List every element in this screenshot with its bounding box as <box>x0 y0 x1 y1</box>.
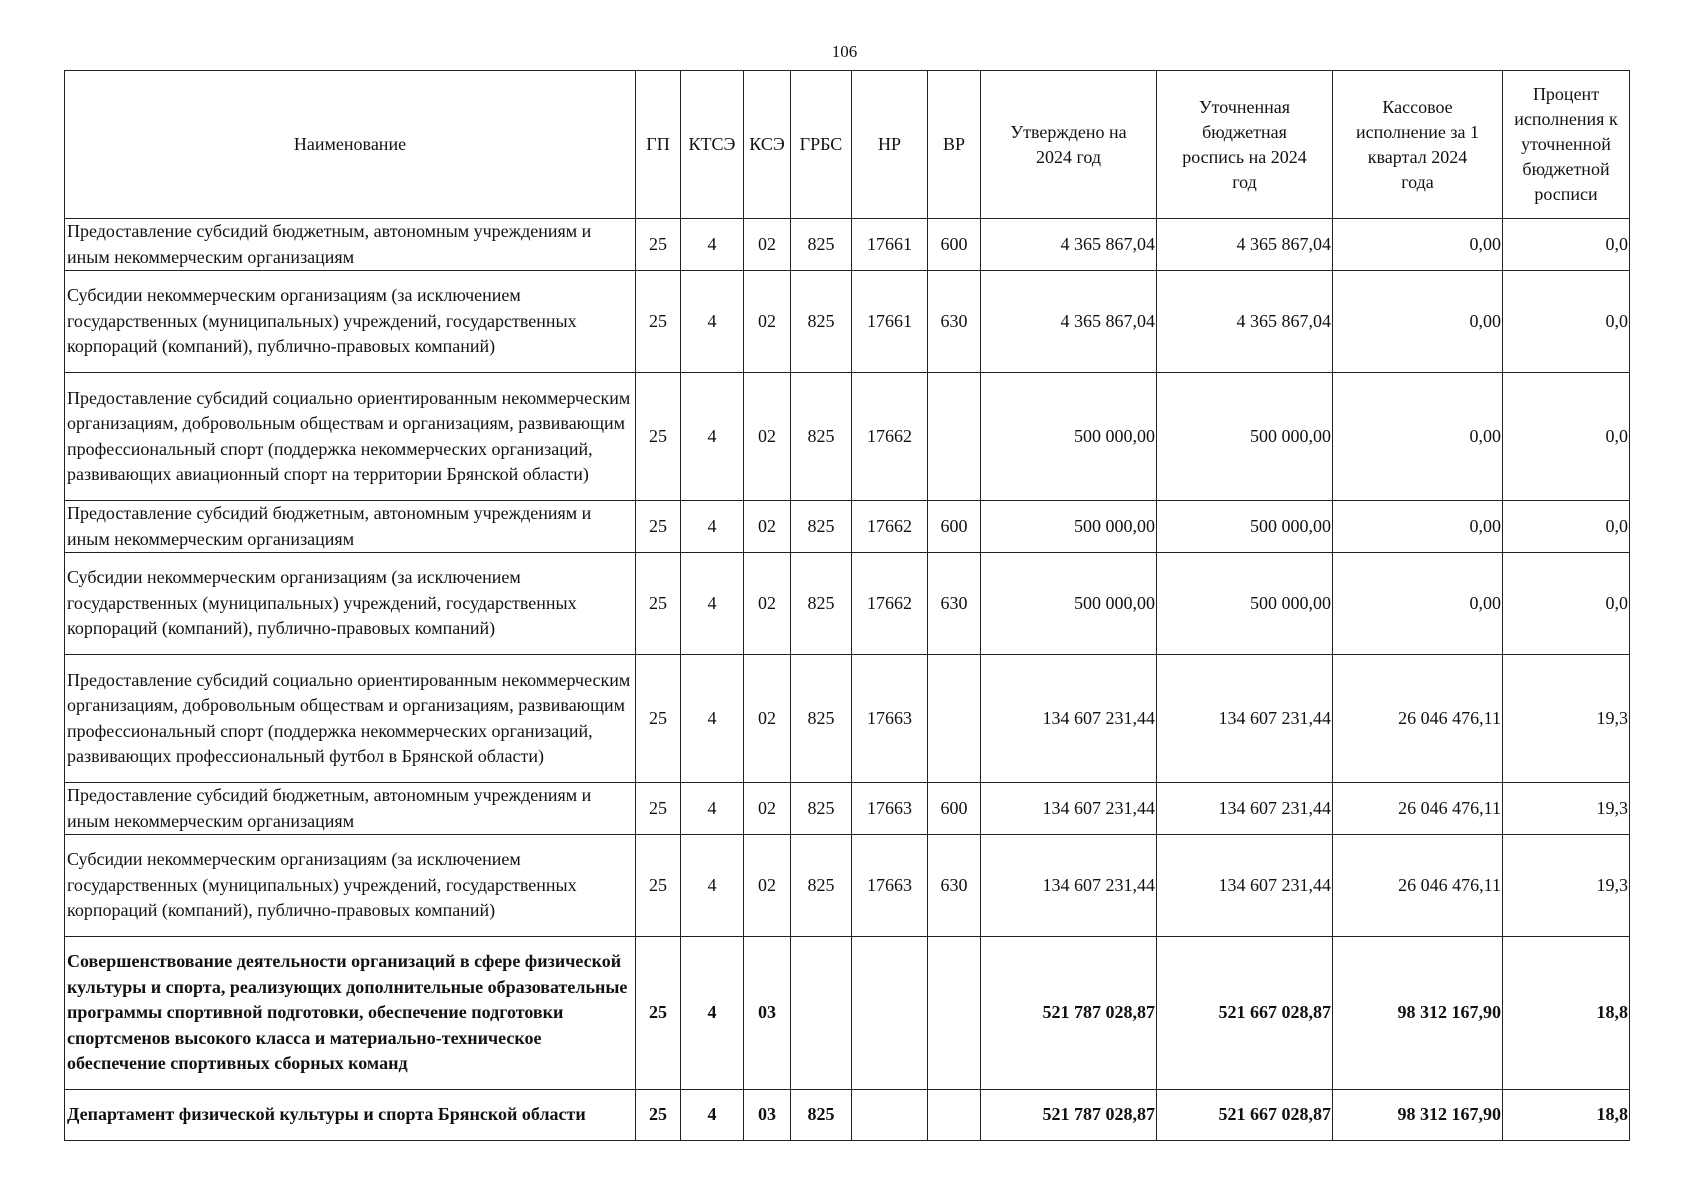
row-approved: 134 607 231,44 <box>981 835 1157 937</box>
row-refined: 521 667 028,87 <box>1157 1090 1333 1141</box>
row-name: Предоставление субсидий социально ориентированным некоммерческим организациям, добровольным обществам и организациям, развивающим профессиональный спорт (поддержка некоммерческих организаций, развивающих авиационный спорт на территории Брянской области) <box>65 373 636 501</box>
row-gp: 25 <box>636 937 681 1090</box>
row-ktse: 4 <box>681 783 744 835</box>
row-cash: 98 312 167,90 <box>1333 1090 1503 1141</box>
row-ktse: 4 <box>681 835 744 937</box>
row-vr: 630 <box>928 271 981 373</box>
row-percent: 18,8 <box>1503 1090 1630 1141</box>
row-cash: 0,00 <box>1333 553 1503 655</box>
row-name: Предоставление субсидий бюджетным, автономным учреждениям и иным некоммерческим организациям <box>65 783 636 835</box>
row-refined: 4 365 867,04 <box>1157 271 1333 373</box>
row-gp: 25 <box>636 271 681 373</box>
row-grbs: 825 <box>791 271 852 373</box>
header-grbs: ГРБС <box>791 71 852 219</box>
row-percent: 19,3 <box>1503 655 1630 783</box>
row-cash: 26 046 476,11 <box>1333 655 1503 783</box>
row-name: Предоставление субсидий социально ориентированным некоммерческим организациям, добровольным обществам и организациям, развивающим профессиональный спорт (поддержка некоммерческих организаций, развивающих профессиональный футбол в Брянской области) <box>65 655 636 783</box>
row-refined: 134 607 231,44 <box>1157 655 1333 783</box>
row-percent: 18,8 <box>1503 937 1630 1090</box>
row-grbs: 825 <box>791 219 852 271</box>
row-vr <box>928 373 981 501</box>
header-kse: КСЭ <box>744 71 791 219</box>
header-name: Наименование <box>65 71 636 219</box>
row-ktse: 4 <box>681 553 744 655</box>
header-ktse: КТСЭ <box>681 71 744 219</box>
row-refined: 500 000,00 <box>1157 553 1333 655</box>
row-refined: 134 607 231,44 <box>1157 783 1333 835</box>
row-vr <box>928 937 981 1090</box>
row-percent: 0,0 <box>1503 373 1630 501</box>
row-name: Предоставление субсидий бюджетным, автономным учреждениям и иным некоммерческим организациям <box>65 501 636 553</box>
row-ktse: 4 <box>681 937 744 1090</box>
row-nr <box>852 937 928 1090</box>
row-grbs <box>791 937 852 1090</box>
row-kse: 02 <box>744 271 791 373</box>
row-refined: 521 667 028,87 <box>1157 937 1333 1090</box>
row-cash: 0,00 <box>1333 271 1503 373</box>
row-gp: 25 <box>636 501 681 553</box>
header-nr: НР <box>852 71 928 219</box>
row-nr: 17661 <box>852 271 928 373</box>
row-ktse: 4 <box>681 271 744 373</box>
row-ktse: 4 <box>681 501 744 553</box>
budget-table <box>64 70 1630 1141</box>
row-vr <box>928 655 981 783</box>
row-approved: 134 607 231,44 <box>981 783 1157 835</box>
table-row <box>65 783 1630 835</box>
row-vr: 600 <box>928 501 981 553</box>
row-nr: 17662 <box>852 553 928 655</box>
row-ktse: 4 <box>681 655 744 783</box>
row-kse: 03 <box>744 1090 791 1141</box>
row-kse: 02 <box>744 783 791 835</box>
row-grbs: 825 <box>791 655 852 783</box>
row-cash: 0,00 <box>1333 501 1503 553</box>
table-row <box>65 373 1630 501</box>
row-grbs: 825 <box>791 835 852 937</box>
header-percent: Процент исполнения к уточненной бюджетной росписи <box>1503 71 1630 219</box>
row-grbs: 825 <box>791 373 852 501</box>
table-row <box>65 937 1630 1090</box>
row-kse: 02 <box>744 553 791 655</box>
row-gp: 25 <box>636 373 681 501</box>
table-row <box>65 835 1630 937</box>
table-row <box>65 271 1630 373</box>
header-approved: Утверждено на 2024 год <box>981 71 1157 219</box>
row-approved: 521 787 028,87 <box>981 937 1157 1090</box>
row-vr: 630 <box>928 553 981 655</box>
row-approved: 4 365 867,04 <box>981 219 1157 271</box>
row-grbs: 825 <box>791 553 852 655</box>
table-row <box>65 1090 1630 1141</box>
row-kse: 02 <box>744 373 791 501</box>
row-approved: 500 000,00 <box>981 553 1157 655</box>
header-gp: ГП <box>636 71 681 219</box>
row-name: Субсидии некоммерческим организациям (за исключением государственных (муниципальных) учреждений, государственных корпораций (компаний), публично-правовых компаний) <box>65 553 636 655</box>
row-nr <box>852 1090 928 1141</box>
row-name: Предоставление субсидий бюджетным, автономным учреждениям и иным некоммерческим организациям <box>65 219 636 271</box>
row-refined: 134 607 231,44 <box>1157 835 1333 937</box>
row-gp: 25 <box>636 783 681 835</box>
row-name: Департамент физической культуры и спорта Брянской области <box>65 1090 636 1141</box>
row-refined: 500 000,00 <box>1157 373 1333 501</box>
row-vr <box>928 1090 981 1141</box>
row-grbs: 825 <box>791 501 852 553</box>
row-percent: 0,0 <box>1503 219 1630 271</box>
row-vr: 630 <box>928 835 981 937</box>
row-cash: 26 046 476,11 <box>1333 835 1503 937</box>
row-name: Субсидии некоммерческим организациям (за исключением государственных (муниципальных) учреждений, государственных корпораций (компаний), публично-правовых компаний) <box>65 835 636 937</box>
row-kse: 02 <box>744 835 791 937</box>
table-row <box>65 655 1630 783</box>
row-kse: 02 <box>744 219 791 271</box>
row-percent: 19,3 <box>1503 783 1630 835</box>
row-grbs: 825 <box>791 1090 852 1141</box>
row-gp: 25 <box>636 1090 681 1141</box>
row-approved: 500 000,00 <box>981 501 1157 553</box>
row-cash: 0,00 <box>1333 373 1503 501</box>
row-cash: 0,00 <box>1333 219 1503 271</box>
row-kse: 02 <box>744 655 791 783</box>
row-approved: 134 607 231,44 <box>981 655 1157 783</box>
row-nr: 17661 <box>852 219 928 271</box>
header-refined: Уточненная бюджетная роспись на 2024 год <box>1157 71 1333 219</box>
table-row <box>65 219 1630 271</box>
row-percent: 0,0 <box>1503 501 1630 553</box>
header-vr: ВР <box>928 71 981 219</box>
row-ktse: 4 <box>681 373 744 501</box>
row-percent: 0,0 <box>1503 553 1630 655</box>
row-approved: 521 787 028,87 <box>981 1090 1157 1141</box>
page-number: 106 <box>831 42 858 61</box>
table-row <box>65 553 1630 655</box>
row-grbs: 825 <box>791 783 852 835</box>
row-nr: 17663 <box>852 783 928 835</box>
row-name: Субсидии некоммерческим организациям (за исключением государственных (муниципальных) учреждений, государственных корпораций (компаний), публично-правовых компаний) <box>65 271 636 373</box>
row-nr: 17662 <box>852 501 928 553</box>
row-nr: 17663 <box>852 655 928 783</box>
header-row <box>65 71 1630 219</box>
row-ktse: 4 <box>681 1090 744 1141</box>
row-gp: 25 <box>636 553 681 655</box>
row-approved: 4 365 867,04 <box>981 271 1157 373</box>
row-kse: 03 <box>744 937 791 1090</box>
row-refined: 4 365 867,04 <box>1157 219 1333 271</box>
row-cash: 98 312 167,90 <box>1333 937 1503 1090</box>
row-cash: 26 046 476,11 <box>1333 783 1503 835</box>
row-refined: 500 000,00 <box>1157 501 1333 553</box>
row-approved: 500 000,00 <box>981 373 1157 501</box>
row-vr: 600 <box>928 783 981 835</box>
row-vr: 600 <box>928 219 981 271</box>
header-cash: Кассовое исполнение за 1 квартал 2024 года <box>1333 71 1503 219</box>
row-name: Совершенствование деятельности организаций в сфере физической культуры и спорта, реализующих дополнительные образовательные программы спортивной подготовки, обеспечение подготовки спортсменов высокого класса и материально-техническое обеспечение спортивных сборных команд <box>65 937 636 1090</box>
table-row <box>65 501 1630 553</box>
row-gp: 25 <box>636 219 681 271</box>
row-gp: 25 <box>636 655 681 783</box>
row-nr: 17663 <box>852 835 928 937</box>
row-nr: 17662 <box>852 373 928 501</box>
row-gp: 25 <box>636 835 681 937</box>
row-percent: 19,3 <box>1503 835 1630 937</box>
row-kse: 02 <box>744 501 791 553</box>
row-percent: 0,0 <box>1503 271 1630 373</box>
row-ktse: 4 <box>681 219 744 271</box>
